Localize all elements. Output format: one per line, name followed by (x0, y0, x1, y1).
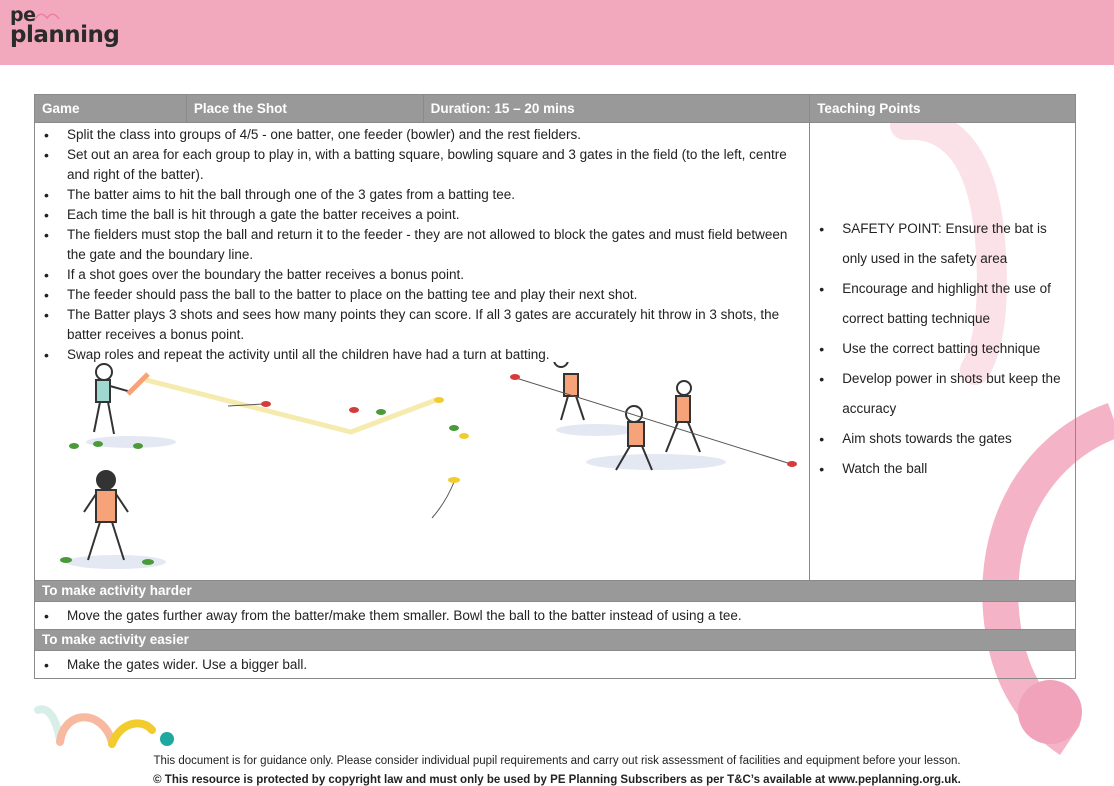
harder-item: • Move the gates further away from the batter/make them smaller. Bowl the ball to the batter instead of using a tee. (41, 606, 1069, 626)
logo-pe-text: pe (10, 4, 36, 26)
easier-heading: To make activity easier (35, 630, 1075, 650)
easier-item: • Make the gates wider. Use a bigger ball. (41, 655, 1069, 675)
teaching-point-item: • Aim shots towards the gates (816, 424, 1069, 454)
instruction-item: • The fielders must stop the ball and return it to the feeder - they are not allowed to block the gates and must field between the gate and the boundary line. (41, 225, 801, 265)
teaching-point-item: • Watch the ball (816, 454, 1069, 484)
teaching-points-list (816, 214, 1069, 484)
footer-copyright: © This resource is protected by copyright law and must only be used by PE Planning Subscribers as per T&C’s available at www.peplanning.org.uk. (153, 774, 961, 786)
logo-wave-icon (34, 10, 60, 20)
teaching-point-item: • Develop power in shots but keep the accuracy (816, 364, 1069, 424)
instruction-item: • Set out an area for each group to play in, with a batting square, bowling square and 3 gates in the field (to the left, centre and right of the batter). (41, 145, 801, 185)
footer-disclaimer: This document is for guidance only. Please consider individual pupil requirements and carry out risk assessment of facilities and equipment before your lesson. (153, 755, 961, 767)
instruction-item: • The batter aims to hit the ball through one of the 3 gates from a batting tee. (41, 185, 801, 205)
activity-illustration (36, 362, 811, 580)
batter-figure (94, 364, 148, 434)
duration: Duration: 15 – 20 mins (423, 95, 810, 123)
instruction-item: • Each time the ball is hit through a gate the batter receives a point. (41, 205, 801, 225)
teaching-points-cell (810, 123, 1076, 581)
feeder-figure (84, 471, 128, 560)
harder-cell (35, 602, 1076, 630)
game-label: Game (35, 95, 187, 123)
game-name: Place the Shot (186, 95, 423, 123)
footer-logo-icon (34, 700, 179, 752)
fielder-figure (666, 381, 700, 452)
teaching-point-item: • Use the correct batting technique (816, 334, 1069, 364)
page-footer (0, 752, 1114, 786)
instruction-item: • Swap roles and repeat the activity until all the children have had a turn at batting. (41, 345, 801, 365)
instruction-item: • The feeder should pass the ball to the batter to place on the batting tee and play their next shot. (41, 285, 801, 305)
instruction-item: • The Batter plays 3 shots and sees how many points they can score. If all 3 gates are accurately hit throw in 3 shots, the batter receives a bonus point. (41, 305, 801, 345)
easier-cell (35, 651, 1076, 679)
page-header (0, 0, 1114, 65)
harder-heading: To make activity harder (35, 581, 1075, 601)
teaching-points-heading: Teaching Points (810, 95, 1076, 123)
instructions-list (41, 125, 801, 365)
logo-planning-text: planning (10, 22, 120, 48)
instruction-item: • If a shot goes over the boundary the batter receives a bonus point. (41, 265, 801, 285)
instruction-item: • Split the class into groups of 4/5 - one batter, one feeder (bowler) and the rest fielders. (41, 125, 801, 145)
pe-planning-logo (10, 6, 119, 47)
teaching-point-item: • Encourage and highlight the use of correct batting technique (816, 274, 1069, 334)
teaching-point-item: • SAFETY POINT: Ensure the bat is only used in the safety area (816, 214, 1069, 274)
